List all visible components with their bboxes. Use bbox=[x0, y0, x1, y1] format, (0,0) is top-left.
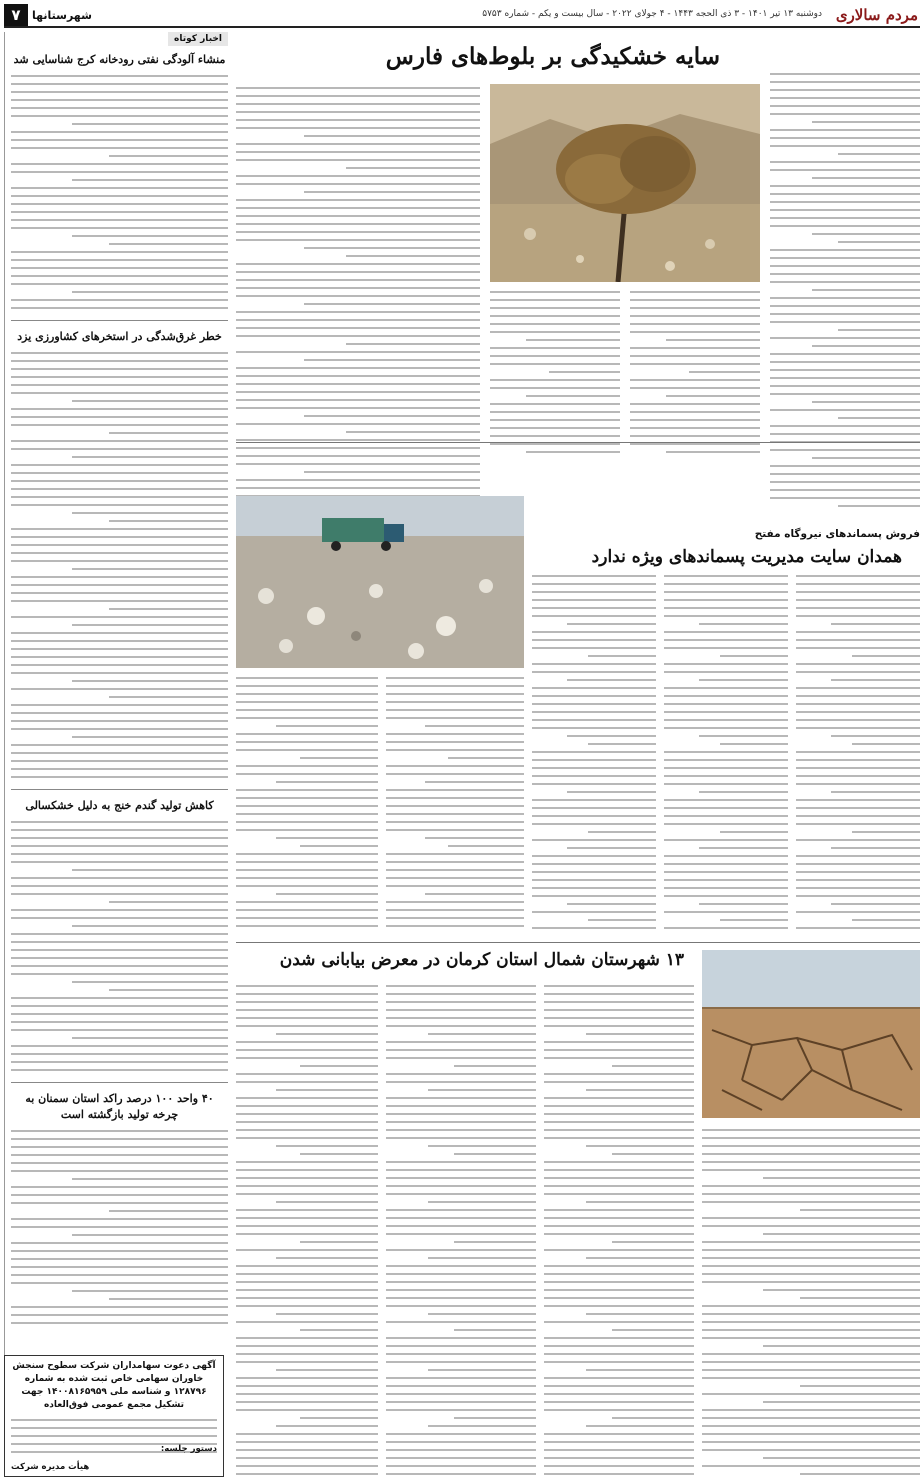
section-name: شهرستانها bbox=[32, 8, 92, 22]
story3-headline: ۱۳ شهرستان شمال استان کرمان در معرض بیابانی شدن bbox=[279, 950, 684, 970]
newspaper-brand: مردم سالاری bbox=[835, 6, 918, 24]
story3-column-2 bbox=[544, 982, 694, 1481]
issue-line: دوشنبه ۱۳ تیر ۱۴۰۱ - ۳ ذی الحجه ۱۴۴۳ - ۴ جولای ۲۰۲۲ - سال بیست و یکم - شماره ۵۷۵۳ bbox=[482, 9, 822, 19]
masthead bbox=[4, 4, 920, 28]
sidebar-story-body bbox=[11, 72, 228, 312]
story1-column-left bbox=[236, 84, 480, 500]
sidebar-divider bbox=[11, 320, 228, 321]
story3-column-4 bbox=[236, 982, 378, 1481]
cracked-earth-photo bbox=[702, 950, 920, 1118]
sidebar-story-body bbox=[11, 818, 228, 1074]
story2-column-2 bbox=[664, 572, 788, 932]
ad-footer: هیأت مدیره شرکت bbox=[11, 1462, 90, 1472]
sidebar-story-title: خطر غرق‌شدگی در استخرهای کشاورزی یزد bbox=[17, 330, 222, 343]
story3-column-3 bbox=[386, 982, 536, 1481]
sidebar-story-body bbox=[11, 1127, 228, 1327]
sidebar-story-title: ۴۰ واحد ۱۰۰ درصد راکد استان سمنان به چرخه تولید بازگشته است bbox=[25, 1092, 214, 1121]
sidebar-story-body bbox=[11, 349, 228, 781]
story3-column-1 bbox=[702, 1126, 920, 1481]
story1-column-right bbox=[770, 70, 920, 510]
ad-title: آگهی دعوت سهامداران شرکت سطوح سنجش خاوران سهامی خاص ثبت شده به شماره ۱۲۸۷۹۶ و شناسه ملی ۱۴۰۰۸۱۶۵۹۵۹ جهت تشکیل مجمع عمومی فوق‌العاده bbox=[12, 1361, 216, 1410]
section-rule bbox=[236, 942, 920, 943]
news-tag: اخبار کوتاه bbox=[168, 32, 228, 46]
section-label bbox=[4, 4, 92, 26]
story2-column-4 bbox=[386, 674, 524, 930]
sidebar-news bbox=[4, 32, 232, 1477]
sidebar-story-title: منشاء آلودگی نفتی رودخانه کرج شناسایی شد bbox=[13, 53, 226, 66]
story1-headline: سایه خشکیدگی بر بلوط‌های فارس bbox=[385, 43, 720, 70]
story1-column-mid-a bbox=[630, 288, 760, 456]
story1-column-mid-b bbox=[490, 288, 620, 456]
story2-column-5 bbox=[236, 674, 378, 930]
ad-agenda-label: دستور جلسه: bbox=[160, 1444, 217, 1454]
story2-column-1 bbox=[796, 572, 920, 932]
advertisement-box bbox=[4, 1355, 224, 1477]
story2-kicker: فروش پسماندهای نیروگاه مفتح bbox=[754, 528, 920, 540]
sidebar-divider bbox=[11, 789, 228, 790]
oak-tree-photo bbox=[490, 84, 760, 282]
section-rule bbox=[236, 442, 920, 443]
page-number: ۷ bbox=[4, 4, 28, 26]
landfill-photo bbox=[236, 496, 524, 668]
story2-column-3 bbox=[532, 572, 656, 932]
sidebar-story-title: کاهش تولید گندم خنج به دلیل خشکسالی bbox=[25, 799, 214, 812]
sidebar-divider bbox=[11, 1082, 228, 1083]
story2-headline: همدان سایت مدیریت پسماندهای ویژه ندارد bbox=[591, 547, 902, 567]
